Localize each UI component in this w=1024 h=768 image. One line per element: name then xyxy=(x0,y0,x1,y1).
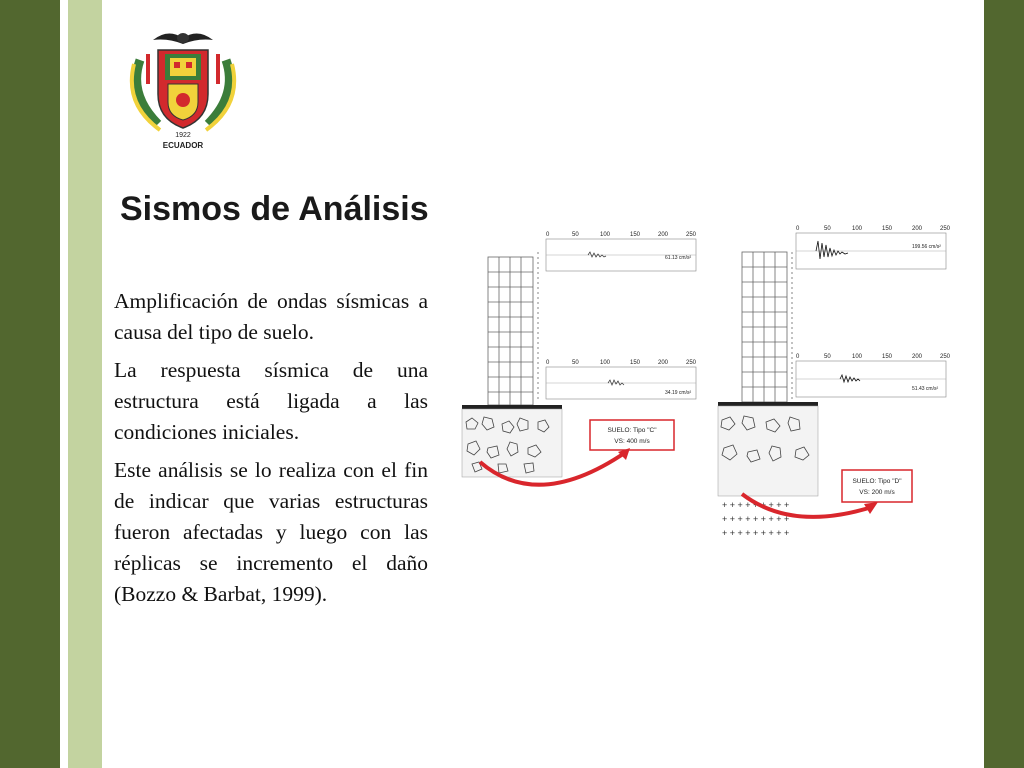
axis-tick: 150 xyxy=(630,360,641,366)
svg-text:+ + + + + + + + +: + + + + + + + + + xyxy=(722,500,790,510)
axis-tick: 100 xyxy=(852,354,863,360)
axis-tick: 200 xyxy=(912,226,923,232)
paragraph: La respuesta sísmica de una estructura está ligada a las condiciones iniciales. xyxy=(114,358,428,444)
svg-text:+ + + + + + + + +: + + + + + + + + + xyxy=(722,528,790,538)
axis-tick: 250 xyxy=(686,232,697,238)
axis-tick: 0 xyxy=(546,232,550,238)
axis-tick: 150 xyxy=(630,232,641,238)
vs-label: VS: 200 m/s xyxy=(859,489,895,496)
svg-text:+ + + + + + + + +: + + + + + + + + + xyxy=(722,514,790,524)
university-logo xyxy=(118,24,248,154)
soil-figure-d xyxy=(712,212,962,562)
axis-tick: 100 xyxy=(600,360,611,366)
axis-tick: 150 xyxy=(882,354,893,360)
soil-figure-c xyxy=(458,212,708,562)
axis-tick: 150 xyxy=(882,226,893,232)
axis-tick: 0 xyxy=(796,354,800,360)
axis-tick: 200 xyxy=(658,360,669,366)
axis-tick: 50 xyxy=(824,226,831,232)
peak-value: 199.56 cm/s² xyxy=(912,244,941,250)
paragraph: Este análisis se lo realiza con el fin de indicar que varias estructuras fueron afectadas y luego con las réplicas se incremento el daño (Bozzo & Barbat, 1999). xyxy=(114,458,428,606)
vs-label: VS: 400 m/s xyxy=(614,438,650,445)
axis-tick: 100 xyxy=(600,232,611,238)
axis-tick: 250 xyxy=(940,226,951,232)
logo-label: ECUADOR xyxy=(162,141,204,150)
peak-value: 34.19 cm/s² xyxy=(665,390,692,396)
peak-value: 61.13 cm/s² xyxy=(665,255,692,261)
soil-label: SUELO: Tipo "C" xyxy=(607,427,657,434)
left-light-bar xyxy=(68,0,102,768)
axis-tick: 0 xyxy=(546,360,550,366)
axis-tick: 200 xyxy=(658,232,669,238)
peak-value: 51.43 cm/s² xyxy=(912,386,939,392)
right-dark-bar xyxy=(984,0,1024,768)
axis-tick: 0 xyxy=(796,226,800,232)
axis-tick: 50 xyxy=(824,354,831,360)
soil-label: SUELO: Tipo "D" xyxy=(852,478,902,485)
axis-tick: 200 xyxy=(912,354,923,360)
left-dark-bar xyxy=(0,0,60,768)
slide-title: Sismos de Análisis xyxy=(120,190,429,228)
axis-tick: 250 xyxy=(686,360,697,366)
axis-tick: 50 xyxy=(572,360,579,366)
axis-tick: 50 xyxy=(572,232,579,238)
body-text xyxy=(114,286,428,617)
axis-tick: 100 xyxy=(852,226,863,232)
paragraph: Amplificación de ondas sísmicas a causa del tipo de suelo. xyxy=(114,289,428,344)
axis-tick: 250 xyxy=(940,354,951,360)
logo-year: 1922 xyxy=(175,132,191,139)
